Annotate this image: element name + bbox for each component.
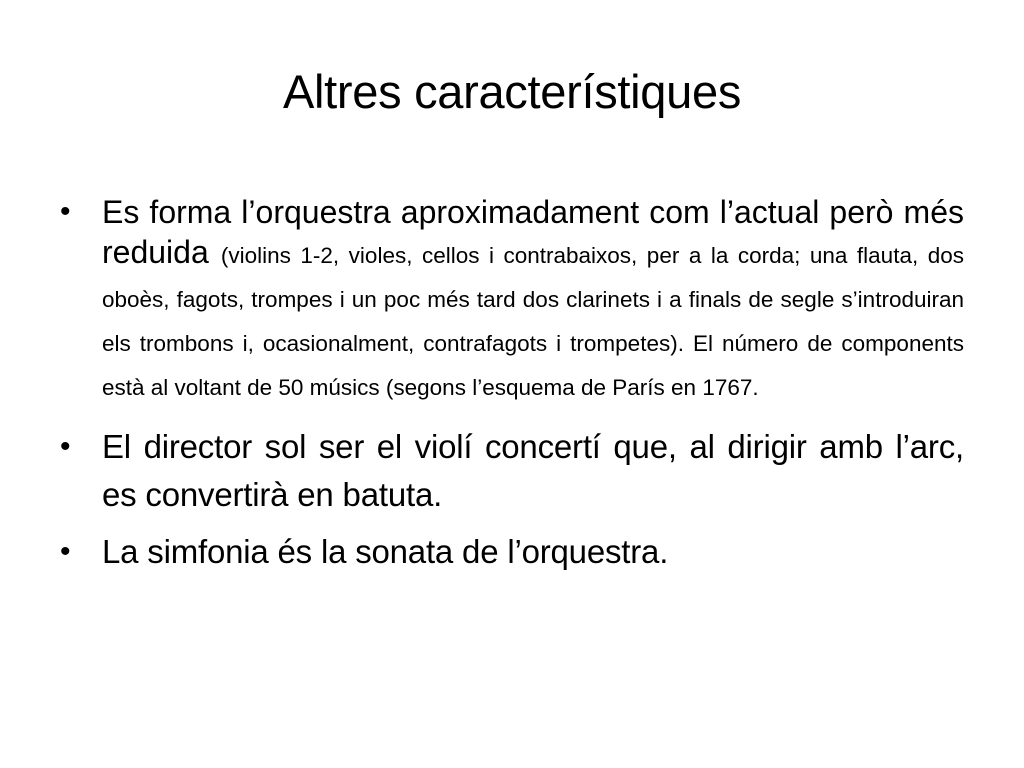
bullet-item-1 (60, 192, 964, 408)
bullet-item-2 (60, 423, 964, 519)
bullet-2-text: El director sol ser el violí concertí que, al dirigir amb l’arc, es convertirà en batuta. (102, 428, 964, 513)
bullet-list (60, 192, 964, 576)
bullet-1-detail-text: (violins 1-2, violes, cellos i contrabaixos, per a la corda; una flauta, dos oboès, fagots, trompes i un poc més tard dos clarinets i a finals de segle s’introduiran els trombons i, ocasionalment, contrafagots i trompetes). El número de components està al voltant de 50 músics (segons l’esquema de París en 1767. (102, 243, 964, 400)
bullet-1-main-text: Es forma l’orquestra aproximadament com l’actual però més reduida (102, 194, 964, 270)
bullet-3-text: La simfonia és la sonata de l’orquestra. (102, 533, 669, 570)
slide-title: Altres característiques (282, 65, 742, 118)
bullet-marker: • (60, 195, 71, 228)
bullet-marker: • (60, 430, 71, 463)
bullet-item-3 (60, 528, 964, 576)
bullet-marker: • (60, 535, 71, 568)
